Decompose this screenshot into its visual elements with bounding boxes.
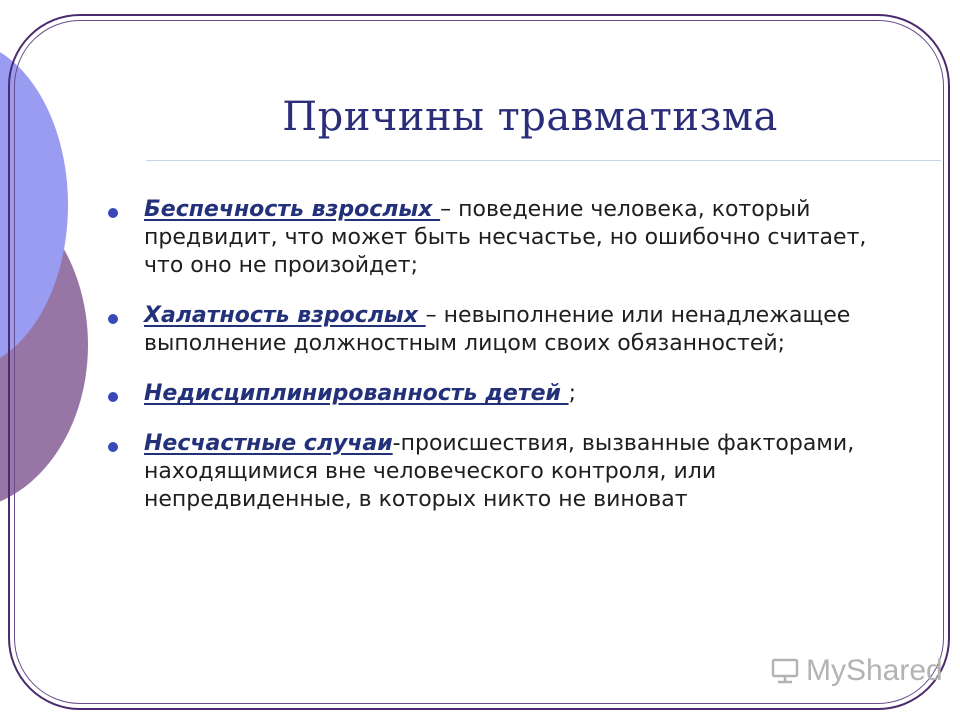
bullet-icon <box>108 314 118 324</box>
list-item <box>108 380 888 408</box>
slide-title: Причины травматизма <box>282 94 778 140</box>
bullet-icon <box>108 208 118 218</box>
bullet-list <box>108 196 888 536</box>
watermark <box>770 654 943 688</box>
bullet-term-link[interactable]: Халатность взрослых <box>144 303 426 328</box>
bullet-description: ; <box>568 381 576 406</box>
bullet-icon <box>108 442 118 452</box>
watermark-text: MyShared <box>806 654 943 687</box>
bullet-description: -происшествия, вызванные факторами, находящимися вне человеческого контроля, или непредвиденные, в которых никто не виноват <box>144 431 855 512</box>
bullet-term-link[interactable]: Беспечность взрослых <box>144 197 441 222</box>
bullet-description: – поведение человека, который предвидит, что может быть несчастье, но ошибочно считает, что оно не произойдет; <box>144 197 867 278</box>
list-item <box>108 302 888 358</box>
bullet-term-link[interactable]: Несчастные случаи <box>144 431 393 456</box>
list-item <box>108 430 888 514</box>
presentation-screen-icon <box>770 656 800 686</box>
list-item <box>108 196 888 280</box>
bullet-description: – невыполнение или ненадлежащее выполнение должностным лицом своих обязанностей; <box>144 303 851 356</box>
bullet-icon <box>108 392 118 402</box>
bullet-term-link[interactable]: Недисциплинированность детей <box>144 381 569 406</box>
title-divider <box>146 160 941 161</box>
